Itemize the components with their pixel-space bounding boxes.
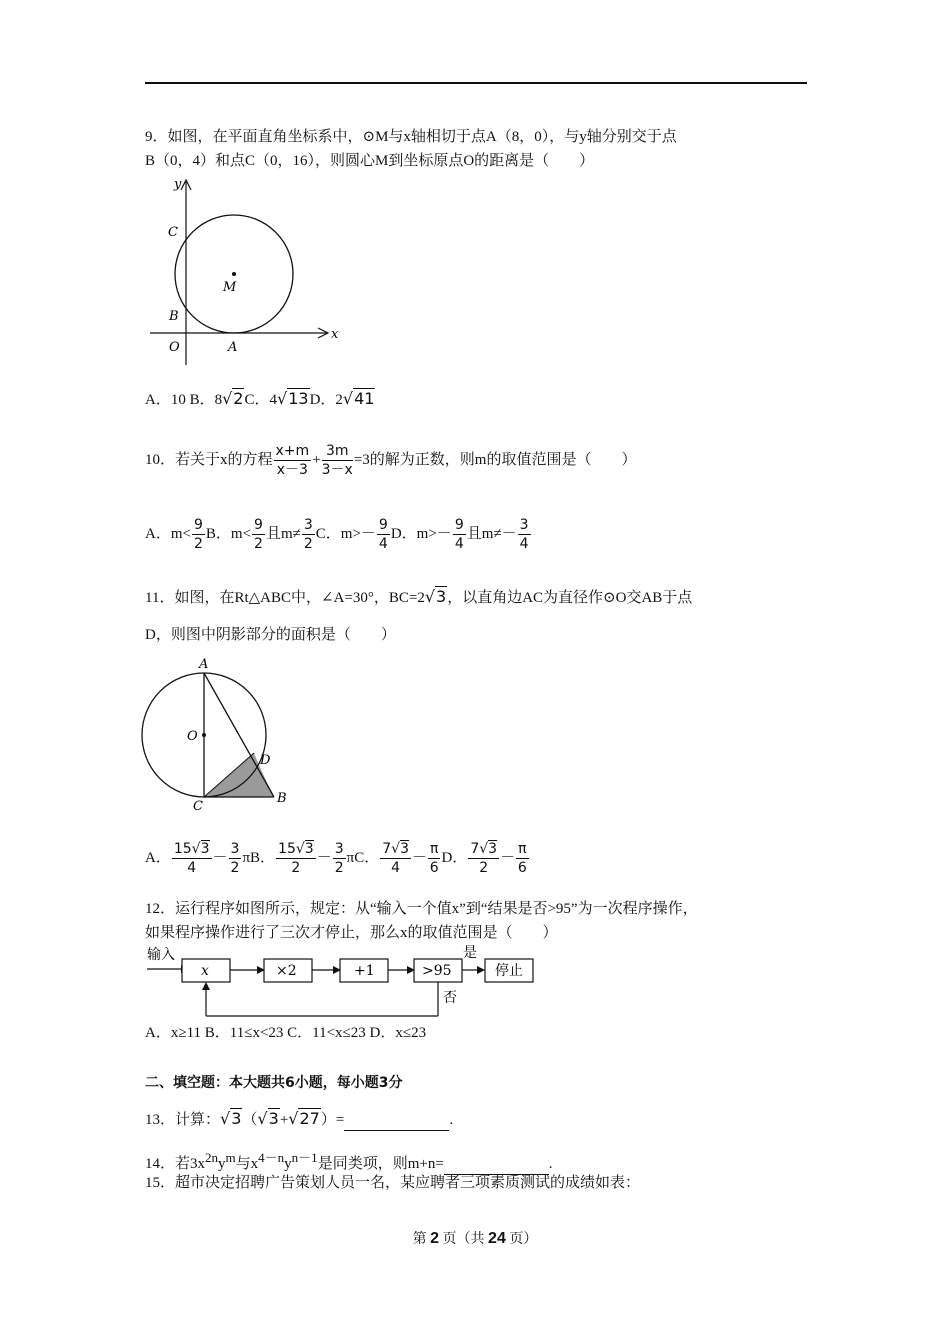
- q9-radicand-2: 13: [288, 389, 309, 408]
- minus-sign: －: [316, 850, 332, 866]
- radicand: 3: [231, 1109, 242, 1128]
- frac-denominator: 2: [334, 860, 344, 877]
- coef: 7: [382, 841, 392, 858]
- q9-fig-label-b: B: [169, 309, 179, 324]
- q9-fig-label-c: C: [168, 225, 178, 240]
- q11-opt-c: C．: [354, 850, 380, 866]
- flow-no: 否: [443, 990, 457, 1006]
- section-2-heading: 二、填空题：本大题共6小题，每小题3分: [145, 1075, 403, 1091]
- frac: [252, 516, 265, 553]
- q14-answer-blank[interactable]: [444, 1154, 549, 1175]
- q15: 15．超市决定招聘广告策划人员一名，某应聘者三项素质测试的成绩如表：: [145, 1175, 641, 1191]
- q11-opt-a: A．: [145, 850, 171, 866]
- sqrt-symbol: √3: [424, 587, 447, 606]
- q10-options: [145, 514, 532, 554]
- sqrt-symbol: √3: [257, 1109, 279, 1128]
- radicand: 3: [268, 1109, 279, 1128]
- var-y: y: [218, 1156, 226, 1172]
- radicand: 27: [299, 1109, 320, 1128]
- q10-frac-2: [322, 442, 353, 479]
- frac: [276, 840, 316, 877]
- q11-opt-b: B．: [250, 850, 276, 866]
- frac-numerator: 3: [303, 517, 313, 534]
- frac-numerator: 7√3: [470, 841, 498, 858]
- q11-fig-label-b: B: [277, 791, 287, 806]
- q13-end: .: [449, 1112, 454, 1128]
- q9-fig-label-y: y: [174, 177, 182, 192]
- sqrt-symbol: √27: [288, 1109, 320, 1128]
- flow-x: x: [201, 963, 209, 979]
- radicand: 3: [400, 841, 410, 858]
- sqrt-symbol: √2: [222, 389, 244, 408]
- frac: [380, 840, 411, 877]
- exponent: 4－n: [258, 1150, 285, 1165]
- frac: [453, 516, 466, 553]
- q10-opt-b: B．m<: [205, 526, 252, 542]
- q9-fig-label-a: A: [228, 340, 238, 355]
- frac-denominator: 3－x: [321, 462, 353, 479]
- frac-numerator: 9: [193, 517, 203, 534]
- q9-radicand-1: 2: [233, 389, 244, 408]
- sqrt-symbol: √13: [277, 389, 309, 408]
- q13-paren: （: [242, 1112, 258, 1128]
- q10-opt-d-cond: 且m≠－: [466, 526, 517, 542]
- frac-numerator: π: [430, 841, 439, 858]
- q11-figure: [140, 652, 300, 812]
- minus-sign: －: [212, 850, 228, 866]
- frac-denominator: 4: [454, 536, 464, 553]
- frac-numerator: 9: [378, 517, 388, 534]
- q12-line2: 如果程序操作进行了三次才停止，那么x的取值范围是（ ）: [145, 925, 558, 941]
- frac-numerator: 7√3: [382, 841, 410, 858]
- page-total: 24: [488, 1230, 506, 1247]
- q14-post: 是同类项，则m+n=: [317, 1156, 444, 1172]
- frac-numerator: 15√3: [173, 841, 210, 858]
- frac-denominator: 4: [378, 536, 388, 553]
- flow-compare: >95: [422, 963, 452, 979]
- frac-numerator: 3: [230, 841, 240, 858]
- q9-options: [145, 389, 375, 410]
- frac: [468, 840, 499, 877]
- flow-add: +1: [354, 963, 375, 979]
- frac: [229, 840, 242, 877]
- frac-denominator: 4: [391, 860, 401, 877]
- plus-sign: +: [279, 1112, 289, 1128]
- q10-post: =3的解为正数，则m的取值范围是（ ）: [353, 452, 637, 468]
- q9-opt-a: A．10 B．8: [145, 392, 223, 408]
- radicand: 3: [304, 841, 314, 858]
- q9-line1: 9．如图，在平面直角坐标系中，⊙M与x轴相切于点A（8，0），与y轴分别交于点: [145, 129, 677, 145]
- exponent: n－1: [291, 1150, 318, 1165]
- footer-mid: 页（共: [442, 1232, 485, 1247]
- exponent: 2n: [205, 1150, 219, 1165]
- frac-numerator: 15√3: [278, 841, 314, 858]
- frac-denominator: x－3: [276, 462, 308, 479]
- pi-symbol: π: [242, 850, 251, 866]
- q11-line2: D，则图中阴影部分的面积是（ ）: [145, 627, 396, 643]
- q10-opt-d: D．m>－: [390, 526, 452, 542]
- q9-figure: [150, 170, 350, 370]
- q9-fig-label-m: M: [223, 280, 237, 295]
- frac: [192, 516, 205, 553]
- q14-end: .: [548, 1156, 553, 1172]
- q12-options: A．x≥11 B．11≤x<23 C．11<x≤23 D．x≤23: [145, 1025, 427, 1041]
- q11-fig-label-c: C: [193, 799, 203, 812]
- frac-denominator: 2: [230, 860, 240, 877]
- footer-pre: 第: [412, 1232, 427, 1247]
- q11-opt-d: D．: [441, 850, 468, 866]
- frac: [518, 516, 531, 553]
- frac-denominator: 2: [303, 536, 313, 553]
- frac-numerator: 3m: [322, 442, 353, 461]
- q9-fig-label-o: O: [169, 340, 180, 355]
- frac-denominator: 2: [254, 536, 263, 553]
- pi-symbol: π: [346, 850, 355, 866]
- frac-numerator: 9: [254, 517, 263, 534]
- q10-stem: [145, 440, 636, 480]
- frac-numerator: 3: [519, 517, 529, 534]
- frac-numerator: 9: [454, 517, 464, 534]
- q11-fig-label-o: O: [187, 729, 198, 744]
- coef: 15: [173, 841, 192, 858]
- q12-flowchart: [145, 942, 545, 1022]
- q11-post: ，以直角边AC为直径作⊙O交AB于点: [447, 590, 693, 606]
- q13-pre: 13．计算：: [145, 1112, 221, 1128]
- page-footer: [0, 1228, 950, 1248]
- q11-fig-label-d: D: [260, 753, 271, 768]
- var-y: y: [284, 1156, 292, 1172]
- q13: [145, 1109, 453, 1131]
- frac: [172, 840, 212, 877]
- frac-denominator: 4: [519, 536, 529, 553]
- header-rule: [145, 82, 807, 84]
- frac-denominator: 6: [429, 860, 439, 877]
- q9-fig-label-x: x: [331, 327, 339, 342]
- q10-frac-1: [274, 442, 312, 479]
- q12-line1: 12．运行程序如图所示，规定：从“输入一个值x”到“结果是否>95”为一次程序操作，: [145, 901, 698, 917]
- page-number: 2: [430, 1230, 440, 1247]
- q10-opt-c: C．m>－: [315, 526, 376, 542]
- flow-yes: 是: [463, 945, 477, 961]
- q9-opt-c: C．4: [244, 392, 277, 408]
- coef: 15: [278, 841, 296, 858]
- q11-line1: [145, 587, 692, 608]
- frac-denominator: 2: [193, 536, 203, 553]
- q14-pre: 14．若3x: [145, 1156, 206, 1172]
- frac: [428, 840, 440, 877]
- frac-numerator: π: [518, 841, 527, 858]
- frac: [377, 516, 390, 553]
- frac-denominator: 2: [479, 860, 489, 877]
- frac-denominator: 2: [291, 860, 301, 877]
- radicand: 3: [200, 841, 210, 858]
- q11-pre: 11．如图，在Rt△ABC中，∠A=30°，BC=2: [145, 590, 425, 606]
- frac: [516, 840, 528, 877]
- q11-radicand: 3: [436, 587, 447, 606]
- frac-denominator: 6: [517, 860, 527, 877]
- q11-fig-label-a: A: [199, 657, 209, 672]
- footer-post: 页）: [509, 1232, 538, 1247]
- q10-pre: 10．若关于x的方程: [145, 452, 273, 468]
- frac-numerator: 3: [334, 841, 344, 858]
- frac-numerator: x+m: [275, 443, 310, 460]
- q10-opt-b-cond: 且m≠: [265, 526, 301, 542]
- coef: 7: [470, 841, 480, 858]
- flow-input-label: 输入: [147, 947, 175, 963]
- frac: [333, 840, 346, 877]
- q9-opt-d: D．2: [309, 392, 343, 408]
- radicand: 3: [488, 841, 498, 858]
- q10-opt-a: A．m<: [145, 526, 191, 542]
- q9-radicand-3: 41: [354, 389, 375, 408]
- minus-sign: －: [500, 850, 516, 866]
- q9-line2: B（0，4）和点C（0，16），则圆心M到坐标原点O的距离是（ ）: [145, 153, 595, 169]
- frac: [302, 516, 315, 553]
- sqrt-symbol: √41: [342, 389, 375, 408]
- q14: [145, 1148, 553, 1175]
- minus-sign: －: [412, 850, 428, 866]
- exponent: m: [225, 1150, 236, 1165]
- q14-mid: 与x: [235, 1156, 259, 1172]
- q13-post: ）=: [320, 1112, 345, 1128]
- q10-plus: +: [312, 452, 321, 468]
- q13-answer-blank[interactable]: [344, 1110, 449, 1131]
- sqrt-symbol: √3: [220, 1109, 242, 1128]
- flow-mul: ×2: [276, 963, 297, 979]
- q11-options: [145, 837, 530, 879]
- frac-denominator: 4: [187, 860, 197, 877]
- flow-stop: 停止: [495, 963, 523, 979]
